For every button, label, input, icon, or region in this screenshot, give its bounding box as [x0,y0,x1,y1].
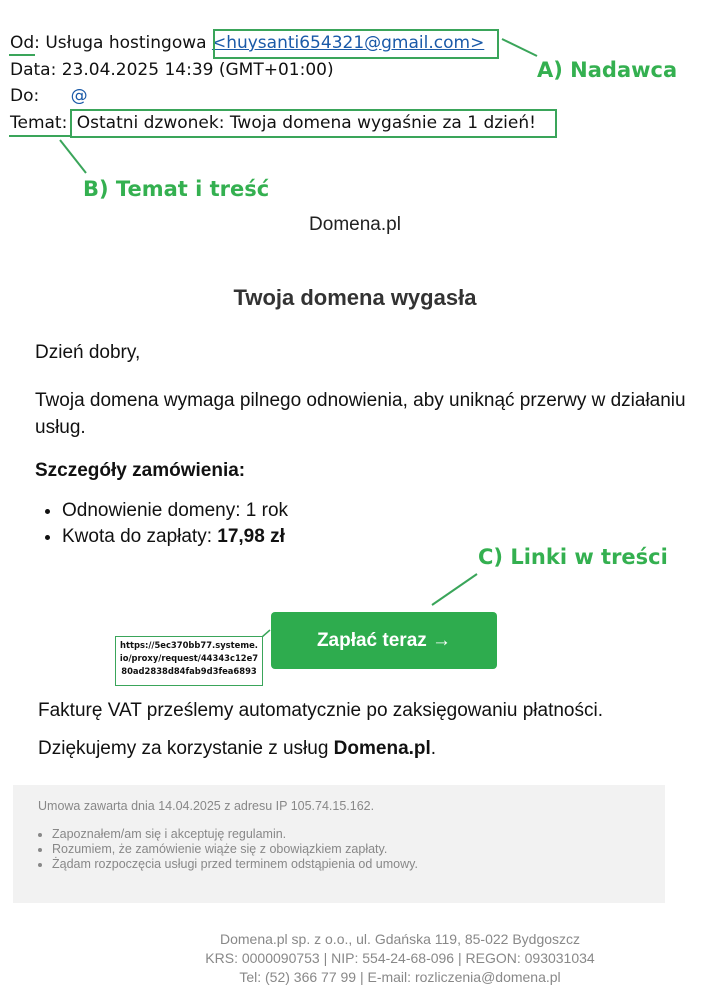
from-name: Usługa hostingowa [45,33,207,53]
to-label: Do: [10,86,40,106]
sender-email-highlight [213,29,499,59]
email-title: Twoja domena wygasła [233,285,477,310]
brand-name: Domena.pl [309,214,401,235]
terms-intro: Umowa zawarta dnia 14.04.2025 z adresu IP 105.74.15.162. [38,799,375,813]
subject-highlight [70,109,557,138]
order-list [35,500,288,552]
thanks-suffix: . [430,738,437,759]
date-line: Data: 23.04.2025 14:39 (GMT+01:00) [10,60,334,80]
invoice-note: Fakturę VAT prześlemy automatycznie po zaksięgowaniu płatności. [38,700,603,721]
recipient-email[interactable]: @ [70,86,88,106]
subject-separator: : [61,113,68,133]
terms-item: • Zapoznałem/am się i akceptuję regulamin. [52,827,418,841]
terms-list [38,827,418,872]
pay-now-button[interactable]: Zapłać teraz → [271,612,497,669]
footer-phone: Tel: (52) 366 77 99 | E-mail: [239,969,415,985]
amount-label: Kwota do zapłaty: [62,526,218,547]
terms-item: • Rozumiem, że zamówienie wiąże się z obowiązkiem zapłaty. [52,842,418,856]
terms-box [13,785,665,903]
footer-contact [130,969,670,985]
order-heading: Szczegóły zamówienia: [35,460,246,481]
footer-email-link[interactable]: rozliczenia@domena.pl [414,969,561,985]
annotation-sender: A) Nadawca [537,58,678,82]
greeting: Dzień dobry, [35,342,141,363]
footer-address: Domena.pl sp. z o.o., ul. Gdańska 119, 85-022 Bydgoszcz [219,931,581,947]
order-item-renewal: • Odnowienie domeny: 1 rok [62,500,288,522]
annotation-links: C) Linki w treści [478,545,668,569]
subject-value: Ostatni dzwonek: Twoja domena wygaśnie za 1 dzień! [76,113,536,133]
amount-value: 17,98 zł [217,526,285,547]
from-label: Od [10,33,35,53]
order-item-amount [62,526,288,548]
thanks-brand: Domena.pl [333,738,431,759]
thanks-line [38,738,436,760]
footer-registry: KRS: 0000090753 | NIP: 554-24-68-096 | REGON: 093031034 [205,950,595,966]
terms-item: • Żądam rozpoczęcia usługi przed terminem odstąpienia od umowy. [52,857,418,871]
annotation-subject: B) Temat i treść [83,177,270,201]
subject-label: Temat [10,113,62,133]
intro-text: Twoja domena wymaga pilnego odnowienia, aby uniknąć przerwy w działaniu usług. [35,390,686,438]
thanks-prefix: Dziękujemy za korzystanie z usług [38,738,334,759]
link-url-tooltip: https://5ec370bb77.systeme.io/proxy/request/44343c12e780ad2838d84fab9d3fea6893 [115,636,263,686]
from-separator: : [34,33,40,53]
sender-email-link[interactable]: <huysanti654321@gmail.com> [211,33,485,53]
to-line [10,86,88,106]
